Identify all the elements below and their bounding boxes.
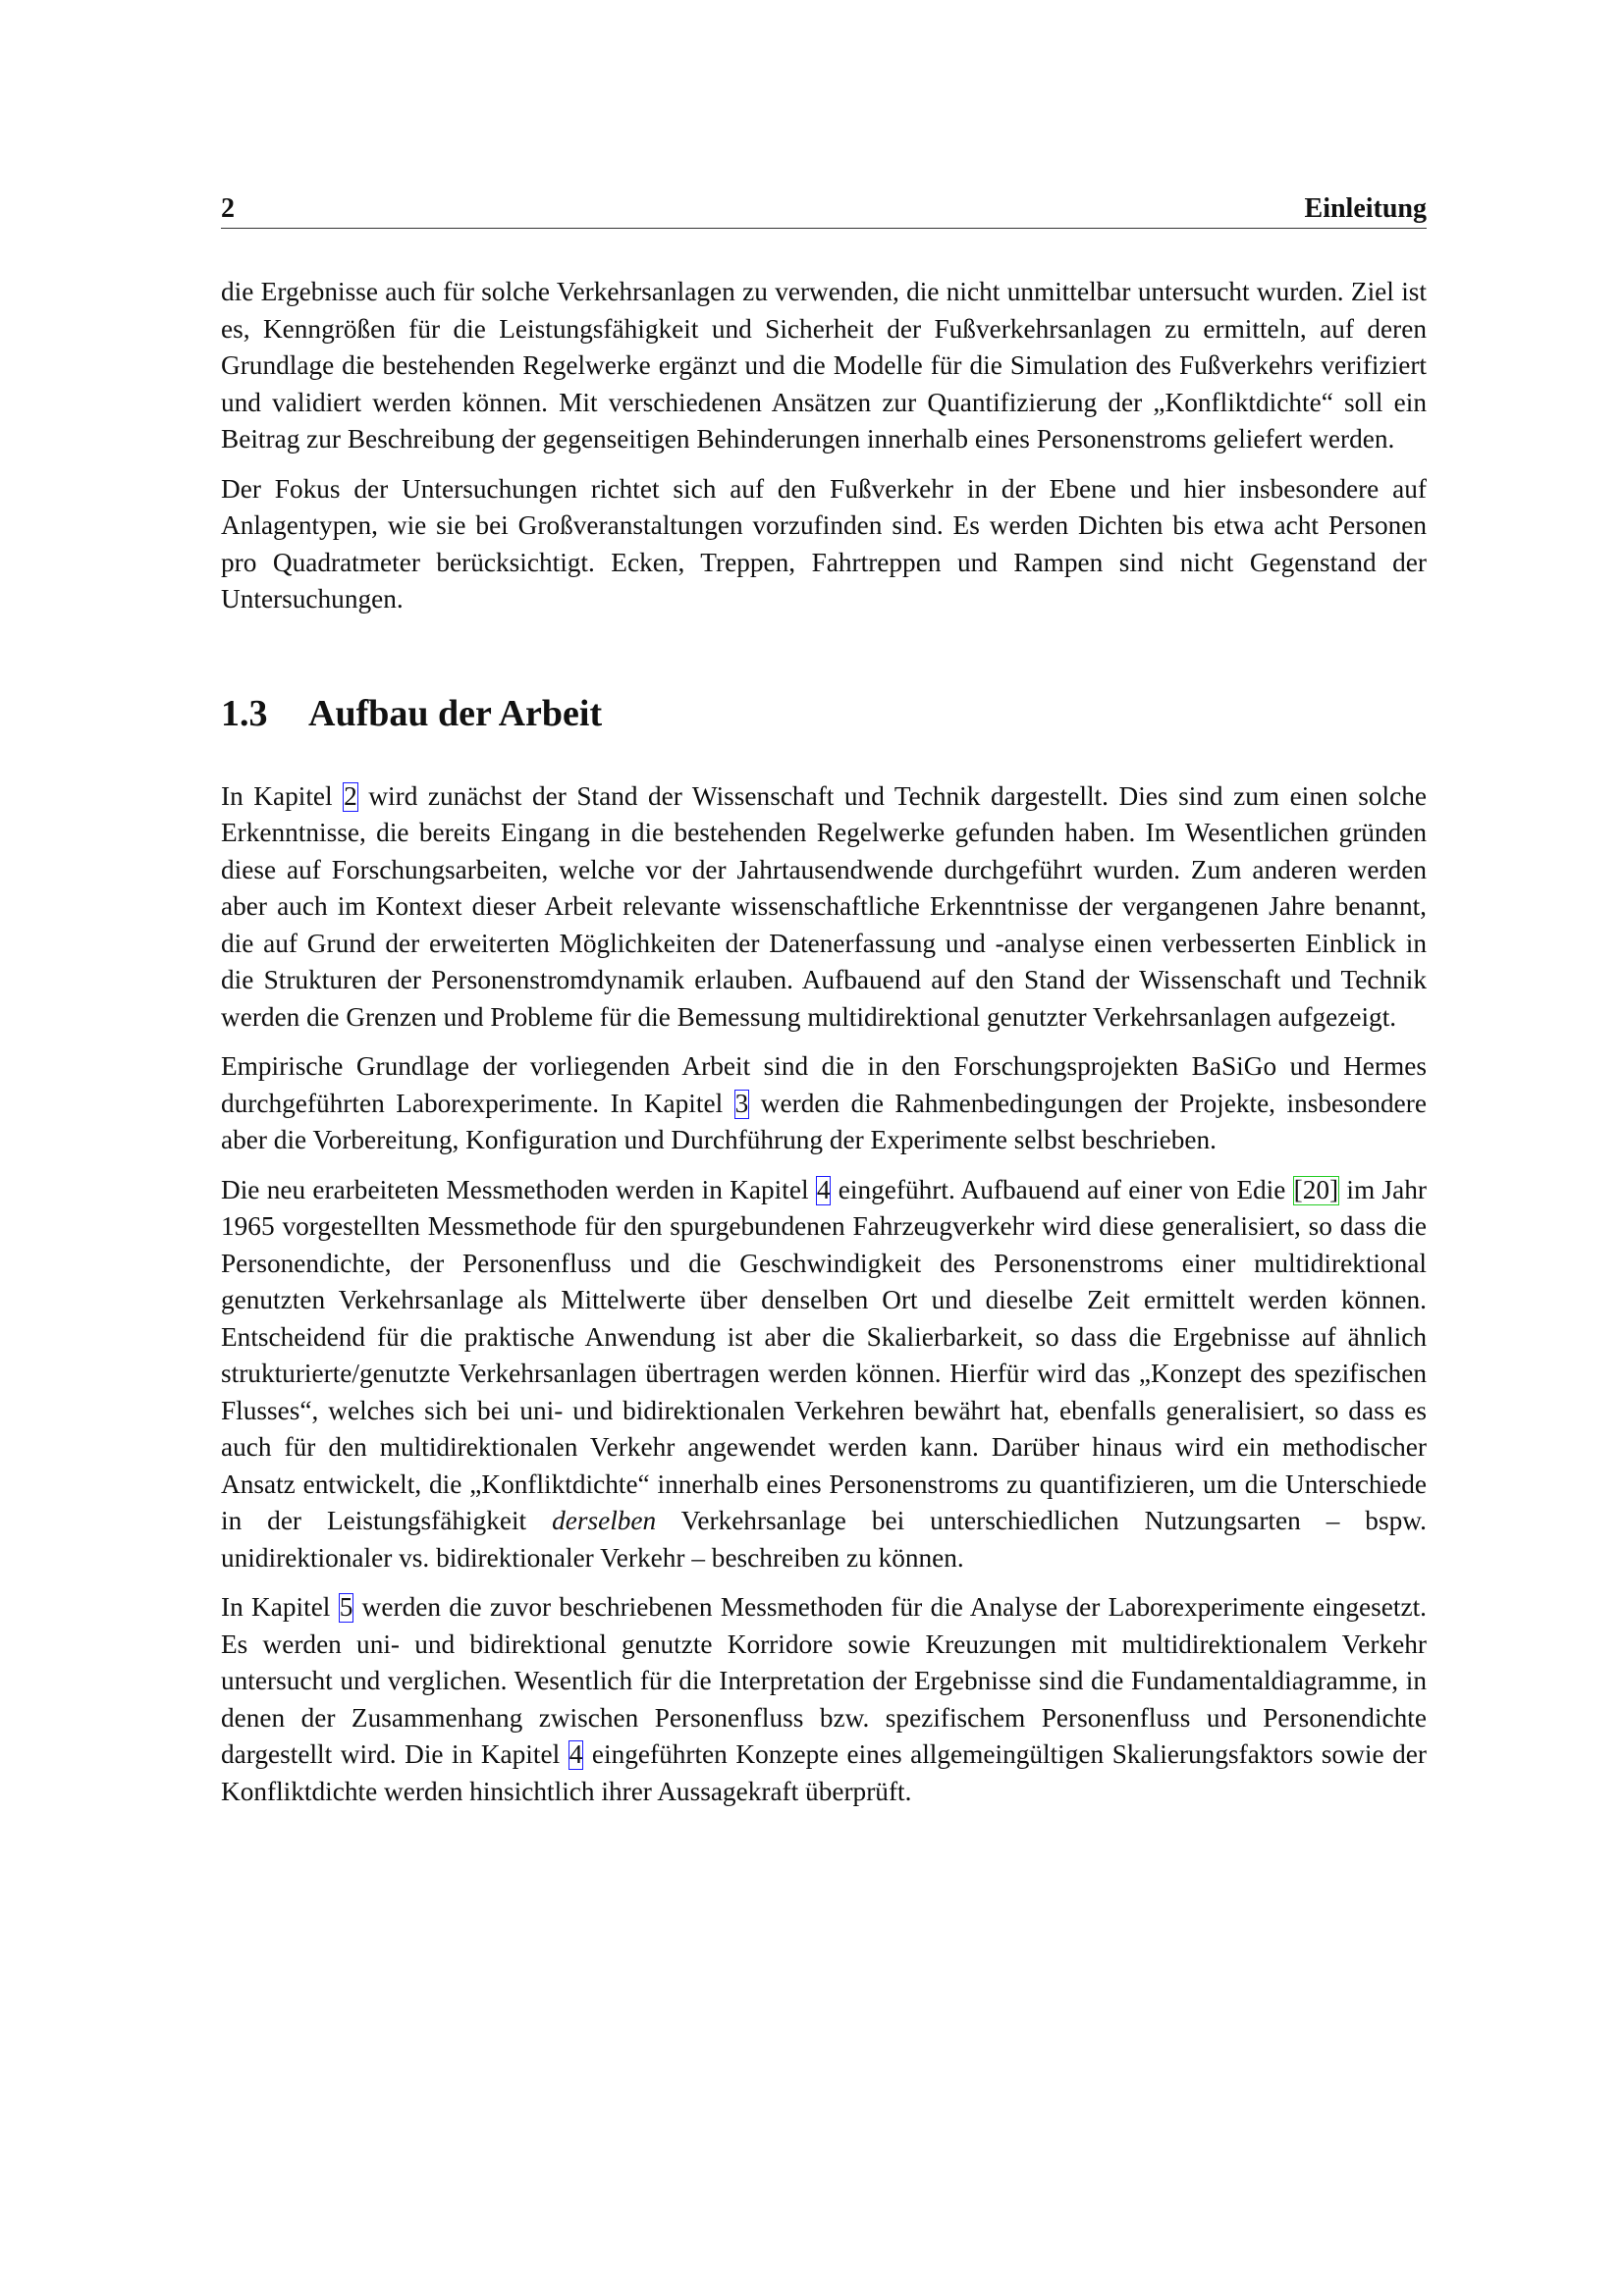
text-run: werden die Rahmenbedingungen der Projekte, insbesondere aber die Vorbereitung, Konfiguration und Durchführung der Experimente selbst beschrieben. xyxy=(221,1088,1427,1154)
intro-paragraph-2: Der Fokus der Untersuchungen richtet sich auf den Fußverkehr in der Ebene und hier insbesondere auf Anlagentypen, wie sie bei Großveranstaltungen vorzufinden sind. Es werden Dichten bis etwa acht Personen pro Quadratmeter berücksichtigt. Ecken, Treppen, Fahrtreppen und Rampen sind nicht Gegenstand der Untersuchungen. xyxy=(221,473,1427,614)
text-run: eingeführt. Aufbauend auf einer von Edie xyxy=(831,1174,1293,1204)
chapter-link-3[interactable]: 3 xyxy=(734,1088,749,1118)
chapter-link-4[interactable]: 4 xyxy=(816,1174,831,1204)
chapter-title: Einleitung xyxy=(1304,193,1427,224)
chapter-link-4-second[interactable]: 4 xyxy=(568,1739,583,1769)
section-paragraph-2 xyxy=(221,1048,1427,1159)
section-number: 1.3 xyxy=(221,692,268,734)
chapter-link-2[interactable]: 2 xyxy=(344,780,357,811)
text-run: wird zunächst der Stand der Wissenschaft und Technik dargestellt. Dies sind zum einen solche Erkenntnisse, die bereits Eingang in die bestehenden Regelwerke gefunden haben. Im Wesentlichen gründen diese auf Forschungsarbeiten, welche vor der Jahrtausendwende durchgeführt wurden. Zum anderen werden aber auch im Kontext dieser Arbeit relevante wissenschaftliche Erkenntnisse der vergangenen Jahre benannt, die auf Grund der erweiterten Möglichkeiten der Datenerfassung und -analyse einen verbesserten Einblick in die Strukturen der Personenstromdynamik erlauben. Aufbauend auf den Stand der Wissenschaft und Technik werden die Grenzen und Probleme für die Bemessung multidirektional genutzter Verkehrsanlagen aufgezeigt. xyxy=(221,780,1428,1032)
text-run: Verkehrsanlage bei unterschiedlichen Nutzungsarten – bspw. unidirektionaler vs. bidirektionaler Verkehr – beschreiben zu können. xyxy=(221,1506,1427,1573)
intro-paragraph-1: die Ergebnisse auch für solche Verkehrsanlagen zu verwenden, die nicht unmittelbar untersucht wurden. Ziel ist es, Kenngrößen für die Leistungsfähigkeit und Sicherheit der Fußverkehrsanlagen zu ermitteln, auf deren Grundlage die bestehenden Regelwerke ergänzt und die Modelle für die Simulation des Fußverkehrs verifiziert und validiert werden können. Mit verschiedenen Ansätzen zur Quantifizierung der „Konfliktdichte“ soll ein Beitrag zur Beschreibung der gegenseitigen Behinderungen innerhalb eines Personenstroms geliefert werden. xyxy=(221,277,1427,454)
text-run: eingeführten Konzepte eines allgemeingültigen Skalierungsfaktors sowie der Konfliktdichte werden hinsichtlich ihrer Aussagekraft überprüft. xyxy=(221,1739,1427,1806)
section-title: Aufbau der Arbeit xyxy=(308,692,603,734)
section-paragraph-4 xyxy=(221,1589,1427,1810)
text-run: im Jahr 1965 vorgestellten Messmethode für den spurgebundenen Fahrzeugverkehr wird diese generalisiert, so dass die Personendichte, der Personenfluss und die Geschwindigkeit des Personenstroms einer multidirektional genutzten Verkehrsanlage als Mittelwerte über denselben Ort und dieselbe Zeit ermittelt werden können. Entscheidend für die praktische Anwendung ist aber die Skalierbarkeit, so dass die Ergebnisse auf ähnlich strukturierte/genutzte Verkehrsanlagen übertragen werden können. Hierfür wird das „Konzept des spezifischen Flusses“, welches sich bei uni- und bidirektionalen Verkehren bewährt hat, ebenfalls generalisiert, so dass es auch für den multidirektionalen Verkehr angewendet werden kann. Darüber hinaus wird ein methodischer Ansatz entwickelt, die „Konfliktdichte“ innerhalb eines Personenstroms zu quantifizieren, um die Unterschiede in der Leistungsfähigkeit xyxy=(221,1174,1427,1535)
page-number: 2 xyxy=(221,193,235,224)
text-run: Die neu erarbeiteten Messmethoden werden in Kapitel xyxy=(221,1174,816,1204)
section-paragraph-1 xyxy=(221,778,1427,1037)
emphasis-derselben: derselben xyxy=(552,1506,657,1535)
text-run: In Kapitel xyxy=(221,780,344,811)
document-page xyxy=(221,192,1427,1810)
text-run: werden die zuvor beschriebenen Messmethoden für die Analyse der Laborexperimente eingesetzt. Es werden uni- und bidirektional genutzte Korridore sowie Kreuzungen mit multidirektionalem Verkehr untersucht und verglichen. Wesentlich für die Interpretation der Ergebnisse sind die Fundamentaldiagramme, in denen der Zusammenhang zwischen Personenfluss bzw. spezifischem Personenfluss und Personendichte dargestellt wird. Die in Kapitel xyxy=(221,1592,1427,1769)
running-header xyxy=(221,192,1427,229)
citation-link-20[interactable]: [20] xyxy=(1293,1174,1339,1204)
section-paragraph-3 xyxy=(221,1172,1427,1577)
text-run: Empirische Grundlage der vorliegenden Arbeit sind die in den Forschungsprojekten BaSiGo und Hermes durchgeführten Laborexperimente. In Kapitel xyxy=(221,1051,1427,1118)
chapter-link-5[interactable]: 5 xyxy=(339,1592,353,1622)
text-run: In Kapitel xyxy=(221,1592,339,1622)
section-heading xyxy=(221,690,1427,737)
